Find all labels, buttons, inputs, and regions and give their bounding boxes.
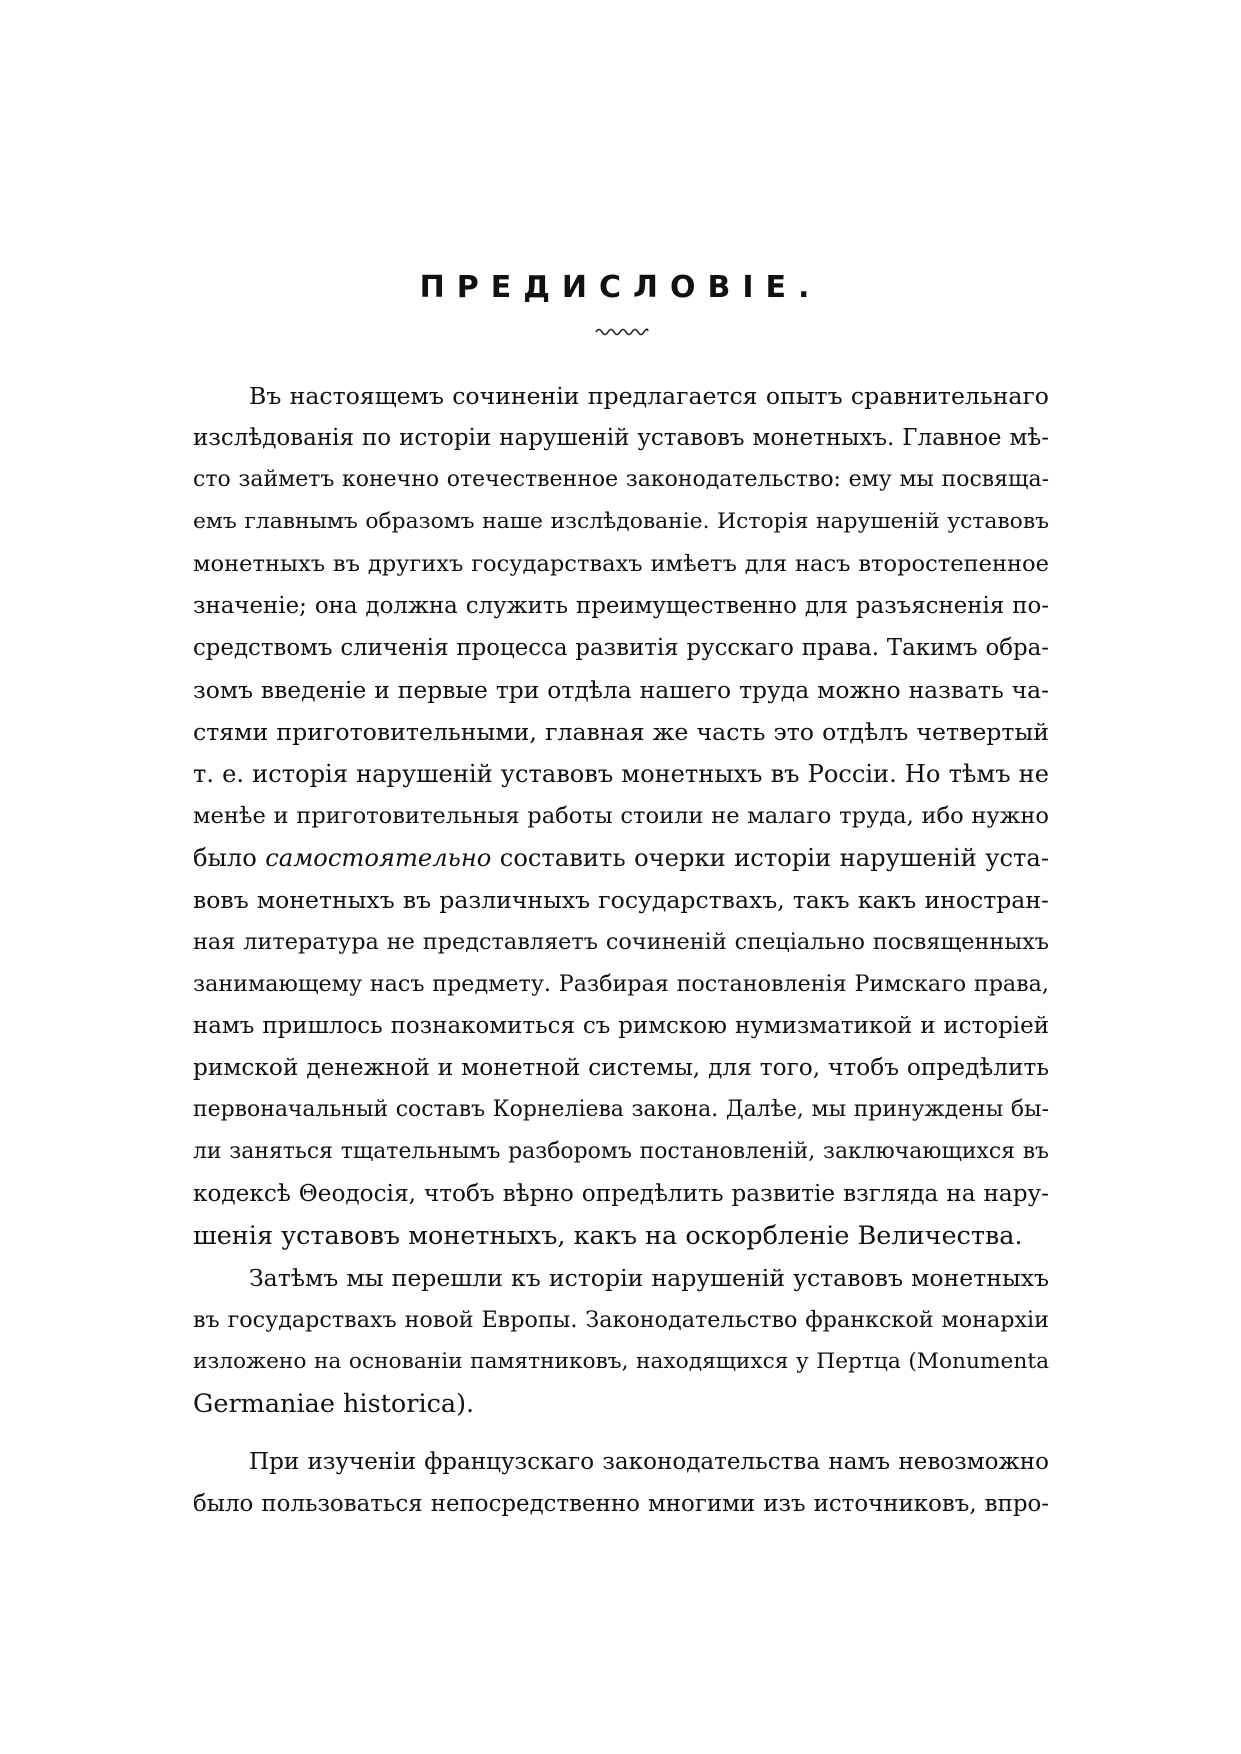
text-line: зомъ введеніе и первые три отдѣла нашего труда можно назвать ча- — [193, 676, 1049, 704]
text-line: значеніе; она должна служить преимущественно для разъясненія по- — [193, 593, 1049, 619]
text-line: римской денежной и монетной системы, для того, чтобъ опредѣлить — [193, 1054, 1049, 1081]
body-text — [193, 375, 1049, 1525]
text-line-with-emphasis — [193, 837, 1049, 879]
text-line: монетныхъ въ другихъ государствахъ имѣетъ для насъ второстепенное — [193, 551, 1049, 577]
text-line: стями приготовительными, главная же часть это отдѣлъ четвертый — [193, 718, 1049, 746]
text-line: въ государствахъ новой Европы. Законодательство франкской монархіи — [193, 1307, 1049, 1333]
text-line: было пользоваться непосредственно многими изъ источниковъ, впро- — [193, 1491, 1049, 1517]
text-line: ная литература не представляетъ сочиненій спеціально посвященныхъ — [193, 929, 1049, 955]
text-line: шенія уставовъ монетныхъ, какъ на оскорбленіе Величества. — [193, 1221, 1023, 1251]
text-line: занимающему насъ предмету. Разбирая постановленія Римскаго права, — [193, 971, 1049, 997]
text-line: сто займетъ конечно отечественное законодательство: ему мы посвяща- — [193, 467, 1049, 492]
page-heading: ПРЕДИСЛОВІЕ. — [419, 270, 822, 305]
text-line: Въ настоящемъ сочиненіи предлагается опытъ сравнительнаго — [249, 382, 1049, 410]
text-segment: составить очерки исторіи нарушеній уста- — [491, 844, 1049, 872]
text-line: т. е. исторія нарушеній уставовъ монетныхъ въ Россіи. Но тѣмъ не — [193, 760, 1049, 788]
text-line: вовъ монетныхъ въ различныхъ государствахъ, такъ какъ иностран- — [193, 886, 1049, 914]
paragraph-gap — [193, 1425, 1049, 1441]
paragraph-3 — [193, 1441, 1049, 1525]
text-line: Germaniae historica). — [193, 1389, 475, 1419]
text-line: Затѣмъ мы перешли къ исторіи нарушеній уставовъ монетныхъ — [249, 1264, 1049, 1292]
text-line: При изученіи французскаго законодательства намъ невозможно — [249, 1449, 1049, 1475]
text-line: средствомъ сличенія процесса развитія русскаго права. Такимъ обра- — [193, 635, 1049, 661]
heading-ornament — [595, 325, 649, 337]
text-line: ли заняться тщательнымъ разборомъ постановленій, заключающихся въ — [193, 1139, 1049, 1164]
paragraph-1 — [193, 375, 1049, 1257]
text-line: кодексѣ Θеодосія, чтобъ вѣрно опредѣлить развитіе взгляда на нару- — [193, 1180, 1049, 1207]
text-segment: было — [193, 844, 266, 872]
paragraph-2 — [193, 1257, 1049, 1425]
text-line: первоначальный составъ Корнеліева закона. Далѣе, мы принуждены бы- — [193, 1097, 1049, 1122]
text-line: изложено на основаніи памятниковъ, находящихся у Пертца (Monumenta — [193, 1349, 1049, 1374]
text-line: емъ главнымъ образомъ наше изслѣдованіе. Исторія нарушеній уставовъ — [193, 509, 1049, 534]
emphasized-word: самостоятельно — [265, 844, 492, 872]
text-line: намъ пришлось познакомиться съ римскою нумизматикой и исторіей — [193, 1013, 1049, 1039]
text-line: менѣе и приготовительныя работы стоили не малаго труда, ибо нужно — [193, 803, 1049, 829]
text-line: изслѣдованія по исторіи нарушеній уставовъ монетныхъ. Главное мѣ- — [193, 425, 1049, 451]
